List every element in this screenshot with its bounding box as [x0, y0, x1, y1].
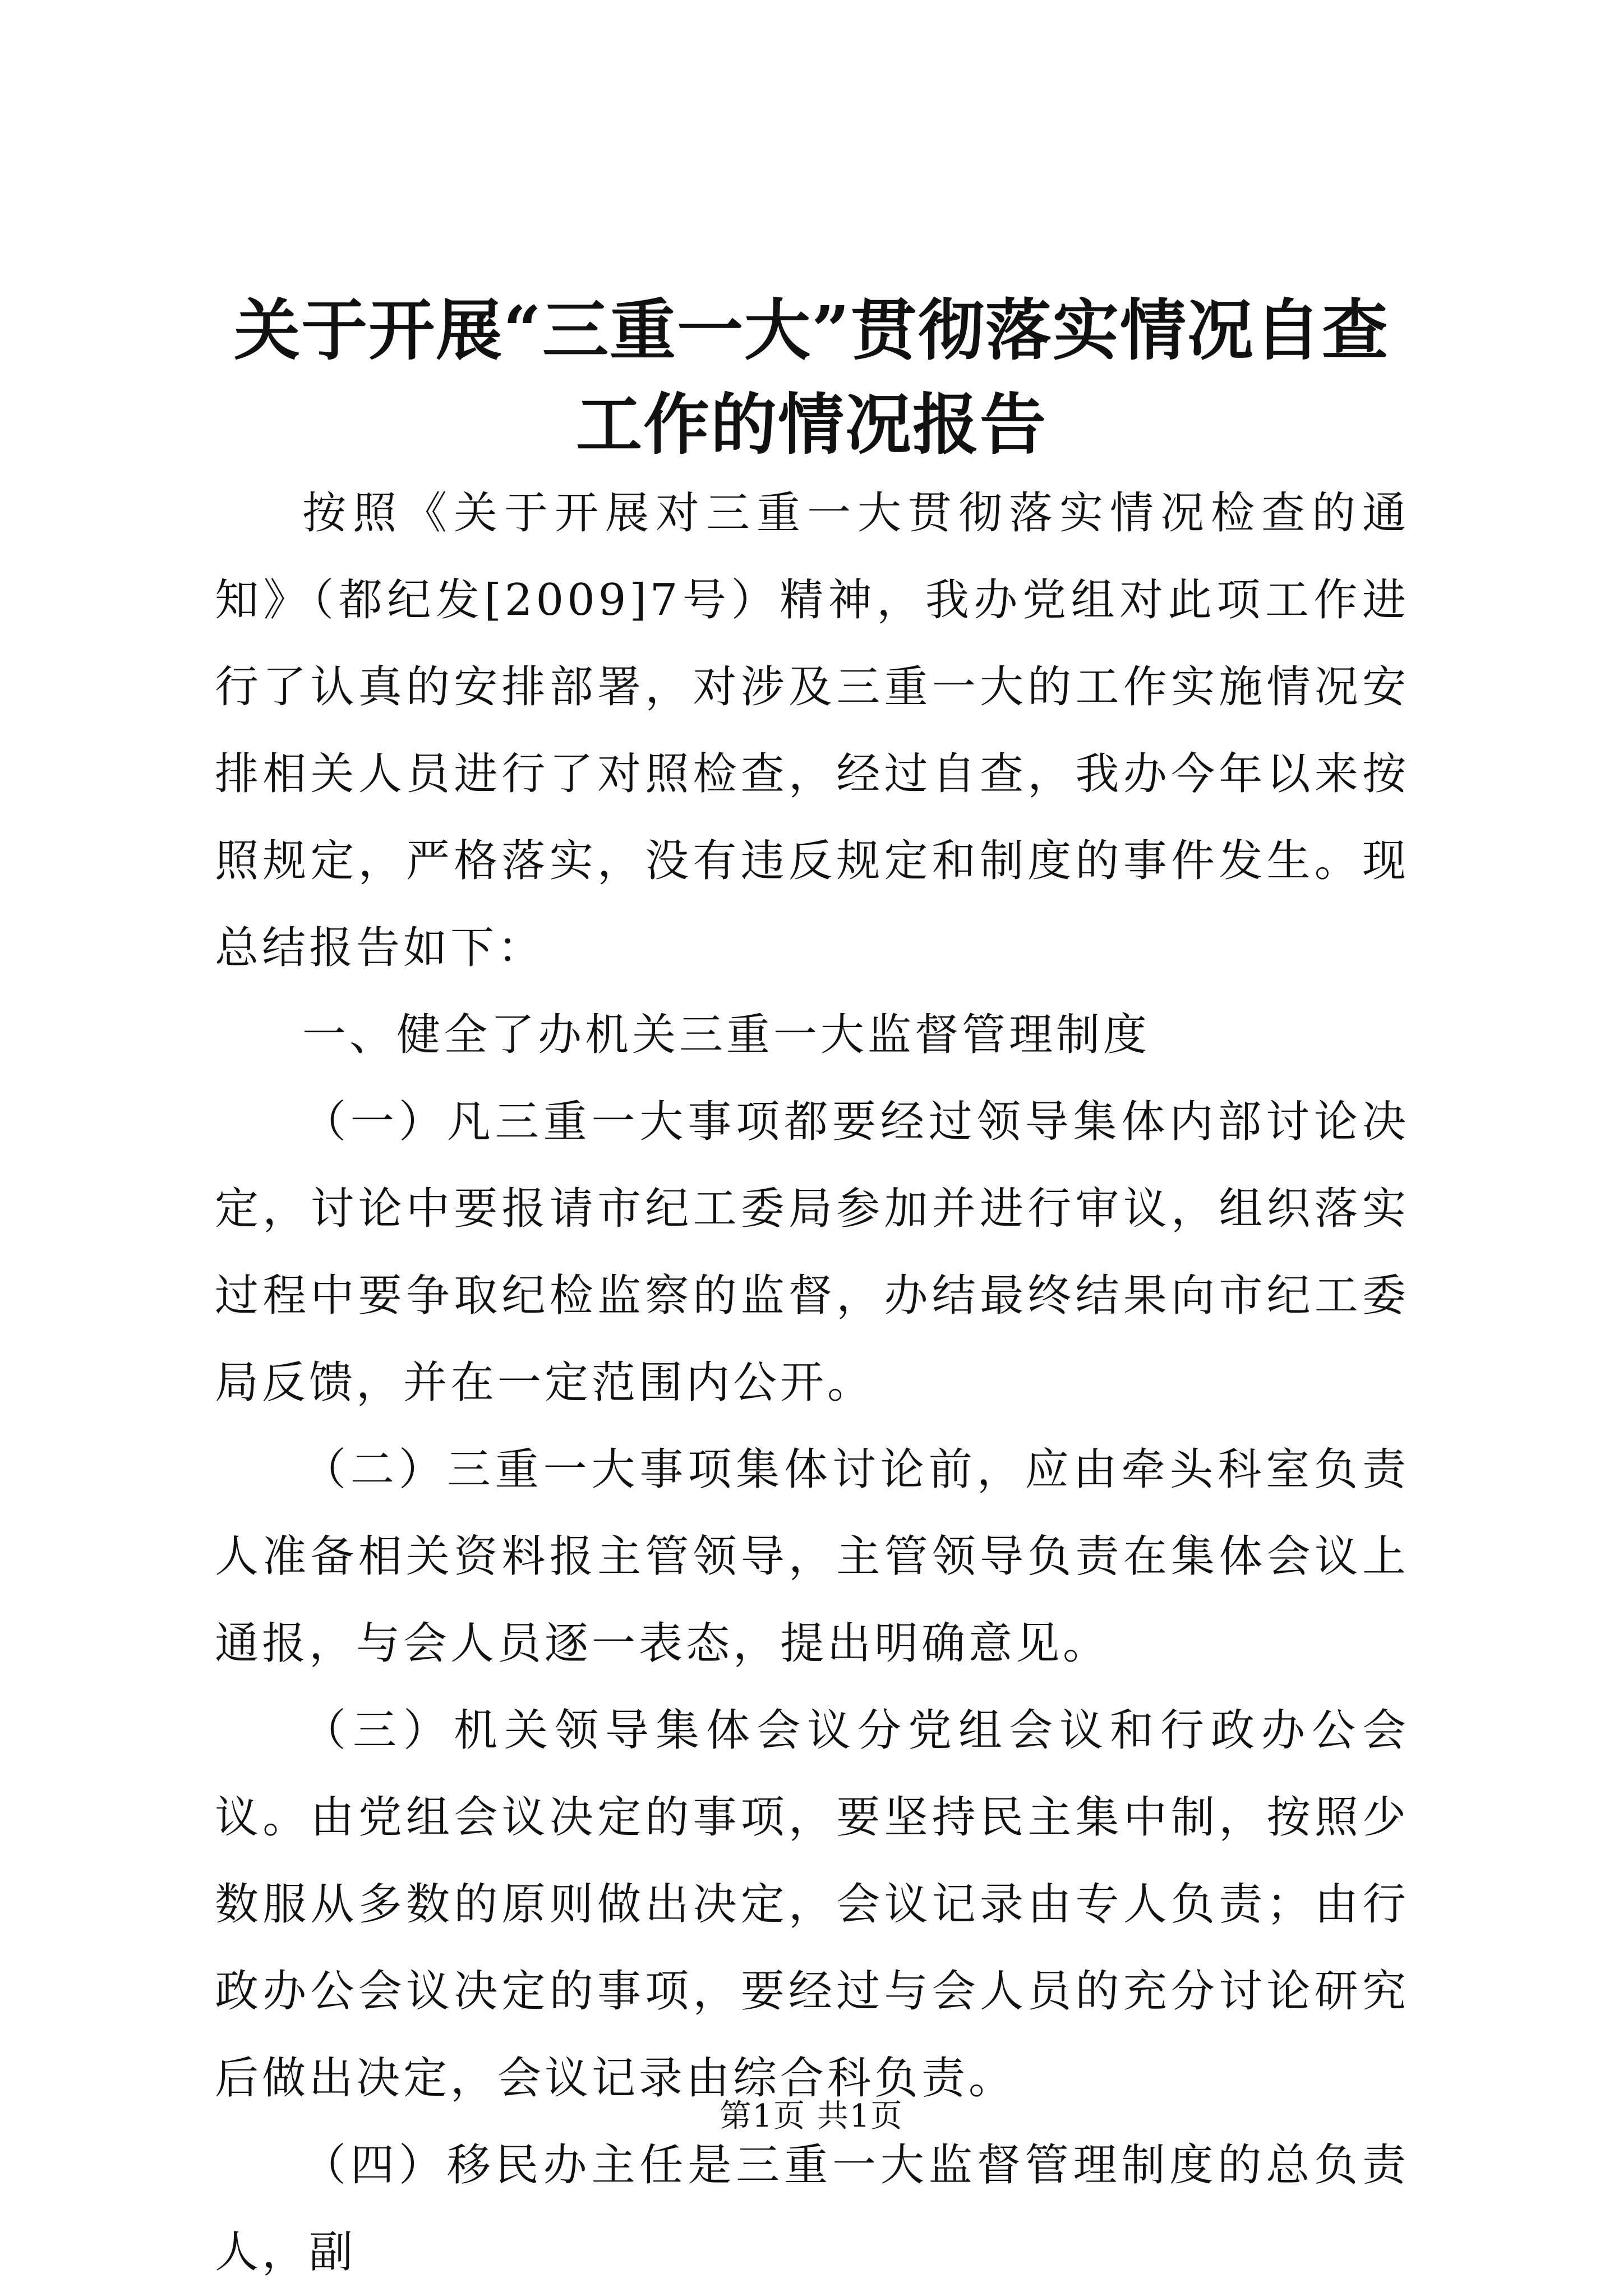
paragraph-intro: 按照《关于开展对三重一大贯彻落实情况检查的通知》（都纪发[2009]7号）精神，我办党组对此项工作进行了认真的安排部署，对涉及三重一大的工作实施情况安排相关人员进行了对照检查，经过自查，我办今年以来按照规定，严格落实，没有违反规定和制度的事件发生。现总结报告如下：: [215, 488, 1409, 973]
section-heading-1: 一、健全了办机关三重一大监督管理制度: [302, 1010, 1151, 1060]
paragraph-item-1: （一）凡三重一大事项都要经过领导集体内部讨论决定，讨论中要报请市纪工委局参加并进行审议，组织落实过程中要争取纪检监察的监督，办结最终结果向市纪工委局反馈，并在一定范围内公开。: [215, 1097, 1409, 1408]
document-body: [215, 470, 1409, 2296]
paragraph-item-4: （四）移民办主任是三重一大监督管理制度的总负责人，副: [215, 2140, 1409, 2277]
paragraph-item-2: （二）三重一大事项集体讨论前，应由牵头科室负责人准备相关资料报主管领导，主管领导负责在集体会议上通报，与会人员逐一表态，提出明确意见。: [215, 1444, 1409, 1669]
paragraph-item-3: （三）机关领导集体会议分党组会议和行政办公会议。由党组会议决定的事项，要坚持民主集中制，按照少数服从多数的原则做出决定，会议记录由专人负责；由行政办公会议决定的事项，要经过与会人员的充分讨论研究后做出决定，会议记录由综合科负责。: [215, 1705, 1409, 2104]
document-title: 关于开展“三重一大”贯彻落实情况自查工作的情况报告: [234, 291, 1389, 463]
page-footer: 第1页 共1页: [720, 2098, 903, 2134]
